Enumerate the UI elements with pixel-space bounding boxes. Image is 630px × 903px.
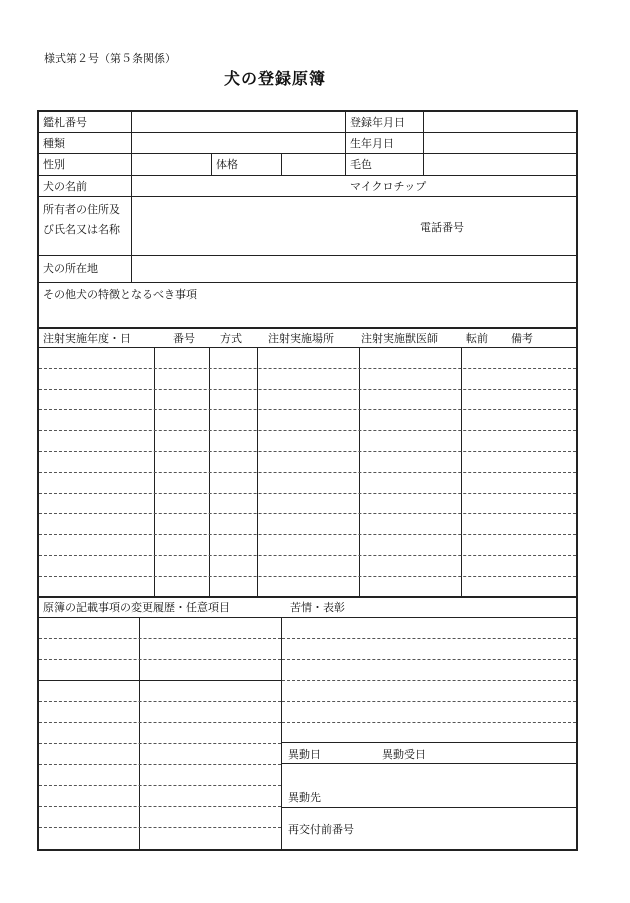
label-dog-location: 犬の所在地 xyxy=(43,262,98,275)
label-other-features: その他犬の特徴となるべき事項 xyxy=(43,288,197,301)
vaccination-col-place: 注射実施場所 xyxy=(268,332,334,345)
label-change-history: 原簿の記載事項の変更履歴・任意項目 xyxy=(43,601,230,614)
label-reissue-number: 再交付前番号 xyxy=(288,823,354,836)
frame-right xyxy=(576,110,578,851)
vaccination-col-method: 方式 xyxy=(220,332,242,345)
label-body-size: 体格 xyxy=(216,158,238,171)
label-sex: 性別 xyxy=(43,158,65,171)
label-owner-address-line1: 所有者の住所及 xyxy=(43,203,120,216)
frame-top xyxy=(37,110,578,112)
label-transfer-destination: 異動先 xyxy=(288,791,321,804)
vaccination-col-prior: 転前 xyxy=(466,332,488,345)
label-registration-date: 登録年月日 xyxy=(350,116,405,129)
label-birth-date: 生年月日 xyxy=(350,137,394,150)
label-transfer-received-date: 異動受日 xyxy=(382,748,426,761)
label-tag-number: 鑑札番号 xyxy=(43,116,87,129)
form-id: 様式第２号（第５条関係） xyxy=(44,52,176,65)
label-microchip: マイクロチップ xyxy=(350,180,427,193)
vaccination-col-remarks: 備考 xyxy=(511,332,533,345)
page-title: 犬の登録原簿 xyxy=(224,69,327,88)
vaccination-col-date: 注射実施年度・日 xyxy=(43,332,131,345)
label-complaints: 苦情・表彰 xyxy=(290,601,345,614)
label-dog-name: 犬の名前 xyxy=(43,180,87,193)
frame-bottom xyxy=(37,849,578,851)
vaccination-col-number: 番号 xyxy=(173,332,195,345)
label-coat-color: 毛色 xyxy=(350,158,372,171)
frame-left xyxy=(37,110,39,851)
label-phone: 電話番号 xyxy=(420,221,464,234)
label-transfer-date: 異動日 xyxy=(288,748,321,761)
vaccination-col-veterinarian: 注射実施獣医師 xyxy=(361,332,438,345)
label-owner-address-line2: び氏名又は名称 xyxy=(43,223,120,236)
label-breed: 種類 xyxy=(43,137,65,150)
